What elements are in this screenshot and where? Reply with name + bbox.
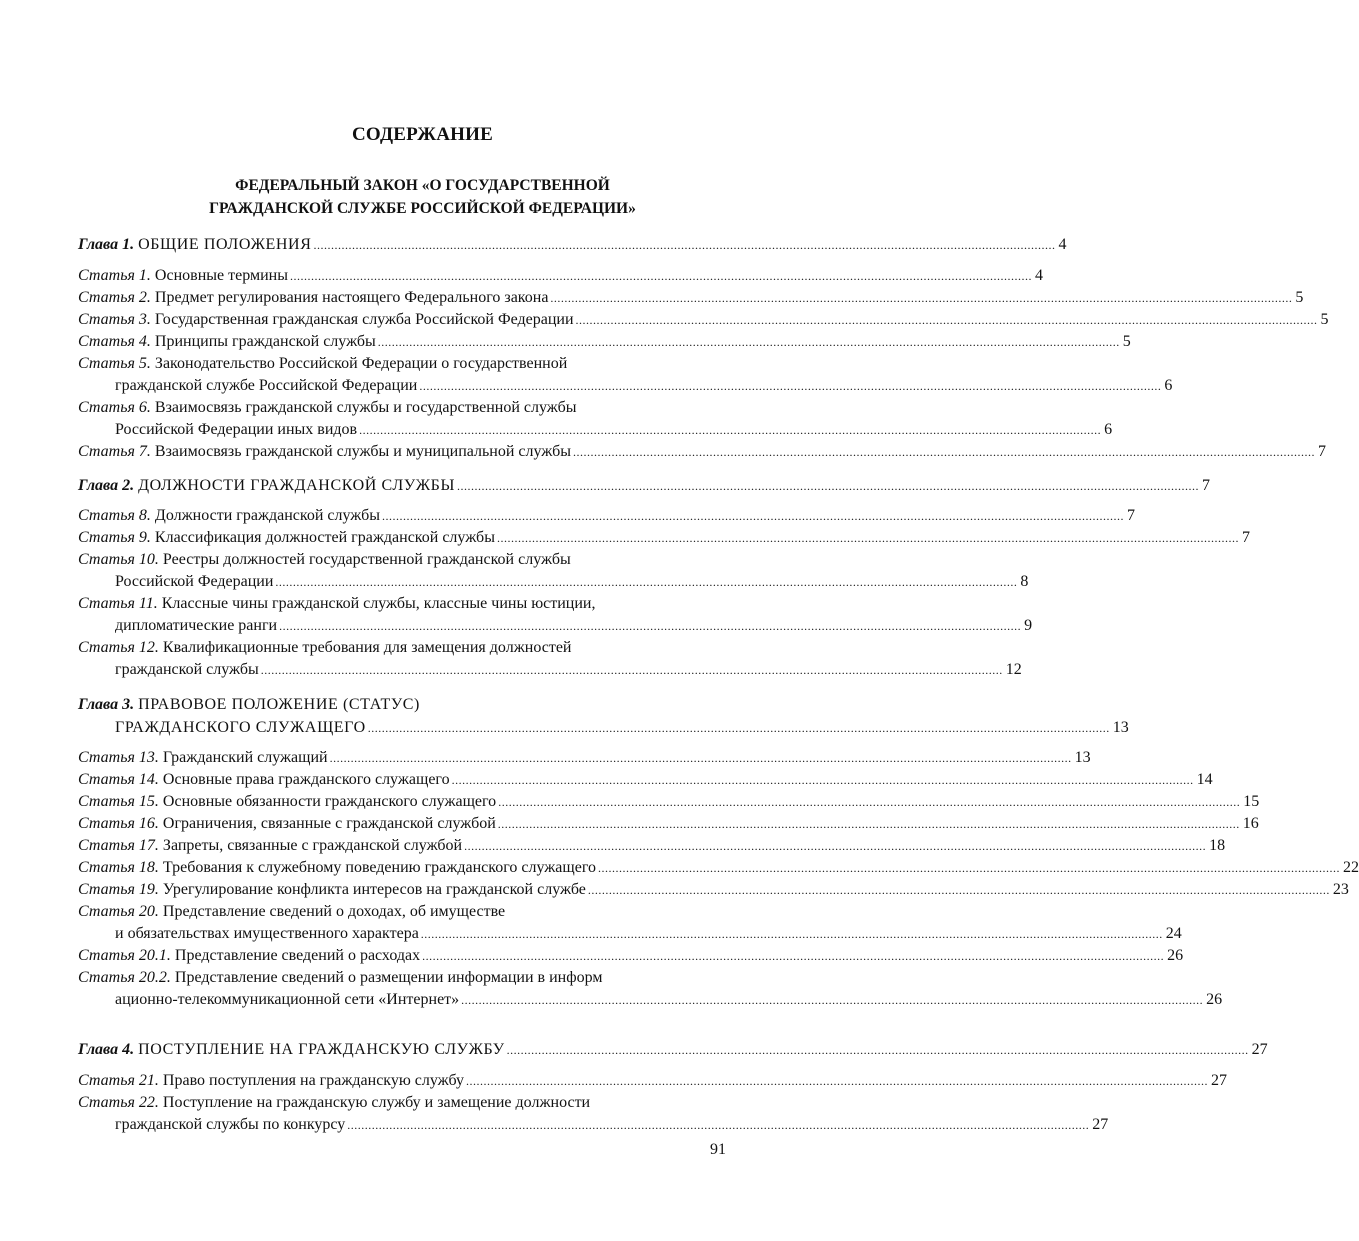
toc-label: Статья 20. <box>78 903 159 920</box>
toc-chapter-3[interactable] <box>78 694 1129 739</box>
toc-label: Глава 1. <box>78 236 135 253</box>
toc-label: Статья 22. <box>78 1093 159 1111</box>
dot-leader: .................................................................................................................................................................................................................... <box>377 334 1120 349</box>
toc-label: Статья 13. <box>78 749 159 766</box>
toc-page: 7 <box>1127 507 1136 524</box>
toc-article-6[interactable] <box>78 397 1113 441</box>
law-title-line-2: ГРАЖДАНСКОЙ СЛУЖБЕ РОССИЙСКОЙ ФЕДЕРАЦИИ» <box>209 200 636 217</box>
toc-page: 7 <box>1241 529 1250 546</box>
toc-page: 27 <box>1251 1041 1268 1058</box>
dot-leader: .................................................................................................................................................................................................................... <box>550 290 1293 305</box>
toc-chapter-1[interactable] <box>78 234 1067 257</box>
toc-text: Взаимосвязь гражданской службы и государственной службы <box>154 398 577 416</box>
dot-leader: .................................................................................................................................................................................................................... <box>329 751 1072 765</box>
dot-leader: .................................................................................................................................................................................................................... <box>573 444 1316 459</box>
toc-article-3[interactable] <box>78 309 1329 331</box>
toc-text: ПОСТУПЛЕНИЕ НА ГРАЖДАНСКУЮ СЛУЖБУ <box>138 1041 505 1058</box>
toc-label: Статья 10. <box>78 551 159 568</box>
toc-page: 23 <box>1332 881 1349 898</box>
toc-text: ДОЛЖНОСТИ ГРАЖДАНСКОЙ СЛУЖБЫ <box>138 476 456 494</box>
dot-leader: .................................................................................................................................................................................................................... <box>367 720 1110 735</box>
dot-leader: .................................................................................................................................................................................................................... <box>498 795 1241 809</box>
toc-article-7[interactable] <box>78 441 1327 463</box>
toc-article-1[interactable] <box>78 265 1043 287</box>
toc-label: Статья 19. <box>78 881 159 898</box>
toc-page: 4 <box>1034 266 1043 284</box>
toc-text: Право поступления на гражданскую службу <box>162 1071 465 1089</box>
toc-text: Представление сведений о размещении информации в информ <box>174 969 603 986</box>
toc-label: Статья 9. <box>78 529 151 546</box>
toc-article-22[interactable] <box>78 1092 1109 1136</box>
toc-label: Статья 20.1. <box>78 947 171 964</box>
dot-leader: .................................................................................................................................................................................................................... <box>289 268 1032 283</box>
toc-label: Статья 12. <box>78 639 159 656</box>
toc-text: Квалификационные требования для замещения должностей <box>162 639 572 656</box>
toc-label: Статья 11. <box>78 595 158 612</box>
toc-article-4[interactable] <box>78 331 1131 353</box>
toc-label: Статья 7. <box>78 442 151 460</box>
toc-page: 8 <box>1020 573 1029 590</box>
toc-text: Ограничения, связанные с гражданской службой <box>162 815 496 832</box>
toc-article-5[interactable] <box>78 353 1173 397</box>
toc-page: 13 <box>1074 749 1091 766</box>
toc-text: Запреты, связанные с гражданской службой <box>162 837 463 854</box>
dot-leader: .................................................................................................................................................................................................................... <box>419 378 1162 393</box>
toc-text: Взаимосвязь гражданской службы и муниципальной службы <box>154 442 572 460</box>
toc-page: 5 <box>1122 332 1131 350</box>
dot-leader: .................................................................................................................................................................................................................... <box>347 1117 1090 1132</box>
toc-text: Реестры должностей государственной гражданской службы <box>162 551 571 568</box>
toc-page: 26 <box>1206 991 1223 1008</box>
toc-text: Поступление на гражданскую службу и замещение должности <box>162 1093 591 1111</box>
toc-text: Представление сведений о расходах <box>174 947 421 964</box>
toc-text: Государственная гражданская служба Российской Федерации <box>154 310 574 328</box>
dot-leader: .................................................................................................................................................................................................................... <box>464 839 1207 853</box>
toc-article-20-2[interactable] <box>78 967 1223 1011</box>
toc-article-16[interactable] <box>78 813 1259 835</box>
law-title <box>0 174 845 220</box>
toc-page: 4 <box>1058 236 1067 253</box>
toc-page: 22 <box>1342 859 1359 876</box>
dot-leader: .................................................................................................................................................................................................................... <box>275 575 1018 589</box>
law-title-line-1: ФЕДЕРАЛЬНЫЙ ЗАКОН «О ГОСУДАРСТВЕННОЙ <box>235 177 610 194</box>
toc-page: 14 <box>1196 771 1213 788</box>
toc-article-8[interactable] <box>78 505 1136 527</box>
toc-text: Должности гражданской службы <box>154 507 381 524</box>
toc-article-20[interactable] <box>78 901 1182 945</box>
toc-page: 5 <box>1295 288 1304 306</box>
toc-text: Классификация должностей гражданской службы <box>154 529 495 546</box>
toc-page: 18 <box>1209 837 1226 854</box>
dot-leader: .................................................................................................................................................................................................................... <box>461 993 1204 1007</box>
toc-chapter-2[interactable] <box>78 475 1211 498</box>
toc-article-10[interactable] <box>78 549 1029 593</box>
toc-page: 13 <box>1112 718 1129 736</box>
toc-page: 12 <box>1005 661 1022 678</box>
toc-label: Статья 5. <box>78 354 151 372</box>
toc-label: Статья 18. <box>78 859 159 876</box>
toc-article-12[interactable] <box>78 637 1022 681</box>
toc-article-14[interactable] <box>78 769 1213 791</box>
dot-leader: .................................................................................................................................................................................................................... <box>466 1073 1209 1088</box>
toc-article-15[interactable] <box>78 791 1260 813</box>
page-title: СОДЕРЖАНИЕ <box>352 124 493 145</box>
toc-text: ПРАВОВОЕ ПОЛОЖЕНИЕ (СТАТУС) <box>138 696 420 713</box>
dot-leader: .................................................................................................................................................................................................................... <box>597 861 1340 875</box>
toc-article-2[interactable] <box>78 287 1304 309</box>
toc-label: Статья 17. <box>78 837 159 854</box>
dot-leader: .................................................................................................................................................................................................................... <box>279 619 1022 633</box>
toc-label: Статья 21. <box>78 1071 159 1089</box>
toc-page: 5 <box>1320 310 1329 328</box>
toc-label: Глава 3. <box>78 696 135 713</box>
dot-leader: .................................................................................................................................................................................................................... <box>260 663 1003 677</box>
toc-text: Предмет регулирования настоящего Федерального закона <box>154 288 549 306</box>
toc-article-19[interactable] <box>78 879 1349 901</box>
dot-leader: .................................................................................................................................................................................................................... <box>451 773 1194 787</box>
toc-article-13[interactable] <box>78 747 1091 769</box>
dot-leader: .................................................................................................................................................................................................................... <box>313 238 1056 252</box>
dot-leader: .................................................................................................................................................................................................................... <box>587 883 1330 897</box>
toc-text: Законодательство Российской Федерации о государственной <box>154 354 568 372</box>
toc-label: Статья 20.2. <box>78 969 171 986</box>
toc-article-21[interactable] <box>78 1070 1228 1092</box>
toc-text: Основные права гражданского служащего <box>162 771 450 788</box>
toc-text: Российской Федерации иных видов <box>115 420 358 438</box>
toc-page: 24 <box>1165 925 1182 942</box>
toc-article-18[interactable] <box>78 857 1359 879</box>
toc-label: Статья 1. <box>78 266 151 284</box>
toc-label: Статья 8. <box>78 507 151 524</box>
toc-chapter-4[interactable] <box>78 1039 1268 1062</box>
dot-leader: .................................................................................................................................................................................................................... <box>575 312 1318 327</box>
toc-text: Российской Федерации <box>115 573 274 590</box>
toc-label: Статья 14. <box>78 771 159 788</box>
toc-text: ОБЩИЕ ПОЛОЖЕНИЯ <box>138 236 312 253</box>
toc-label: Глава 2. <box>78 476 135 494</box>
toc-label: Статья 4. <box>78 332 151 350</box>
toc-page: 9 <box>1024 617 1033 634</box>
page-number: 91 <box>710 1141 726 1158</box>
toc-page: 6 <box>1164 376 1173 394</box>
toc-text: Основные термины <box>154 266 288 284</box>
toc-text: Принципы гражданской службы <box>154 332 376 350</box>
toc-text: гражданской службе Российской Федерации <box>115 376 418 394</box>
toc-text: и обязательствах имущественного характера <box>115 925 419 942</box>
dot-leader: .................................................................................................................................................................................................................... <box>420 927 1163 941</box>
toc-page: 27 <box>1092 1115 1109 1133</box>
toc-text: Гражданский служащий <box>162 749 328 766</box>
toc-page: 16 <box>1242 815 1259 832</box>
toc-text: Требования к служебному поведению гражданского служащего <box>162 859 596 876</box>
toc-text: Классные чины гражданской службы, классные чины юстиции, <box>161 595 596 612</box>
toc-page: 15 <box>1243 793 1260 810</box>
toc-label: Статья 16. <box>78 815 159 832</box>
dot-leader: .................................................................................................................................................................................................................... <box>359 422 1102 437</box>
dot-leader: .................................................................................................................................................................................................................... <box>382 509 1125 523</box>
toc-label: Статья 15. <box>78 793 159 810</box>
dot-leader: .................................................................................................................................................................................................................... <box>457 478 1200 493</box>
toc-label: Статья 3. <box>78 310 151 328</box>
dot-leader: .................................................................................................................................................................................................................... <box>506 1043 1249 1057</box>
toc-text: Представление сведений о доходах, об имуществе <box>162 903 506 920</box>
dot-leader: .................................................................................................................................................................................................................... <box>496 531 1239 545</box>
toc-label: Статья 2. <box>78 288 151 306</box>
toc-text: Основные обязанности гражданского служащего <box>162 793 497 810</box>
dot-leader: .................................................................................................................................................................................................................... <box>422 949 1165 963</box>
dot-leader: .................................................................................................................................................................................................................... <box>497 817 1240 831</box>
toc-article-17[interactable] <box>78 835 1226 857</box>
toc-page: 26 <box>1167 947 1184 964</box>
toc-text: гражданской службы <box>115 661 259 678</box>
toc-page: 7 <box>1202 476 1211 494</box>
toc-text: гражданской службы по конкурсу <box>115 1115 346 1133</box>
toc-label: Глава 4. <box>78 1041 135 1058</box>
toc-label: Статья 6. <box>78 398 151 416</box>
toc-text: дипломатические ранги <box>115 617 278 634</box>
toc-page: 27 <box>1211 1071 1228 1089</box>
toc-article-9[interactable] <box>78 527 1250 549</box>
toc-text: ационно-телекоммуникационной сети «Интернет» <box>115 991 460 1008</box>
table-of-contents <box>78 234 1359 1136</box>
toc-page: 7 <box>1318 442 1327 460</box>
toc-article-20-1[interactable] <box>78 945 1184 967</box>
toc-text: Урегулирование конфликта интересов на гражданской службе <box>162 881 586 898</box>
toc-text: ГРАЖДАНСКОГО СЛУЖАЩЕГО <box>115 718 366 736</box>
toc-page: 6 <box>1104 420 1113 438</box>
toc-article-11[interactable] <box>78 593 1033 637</box>
